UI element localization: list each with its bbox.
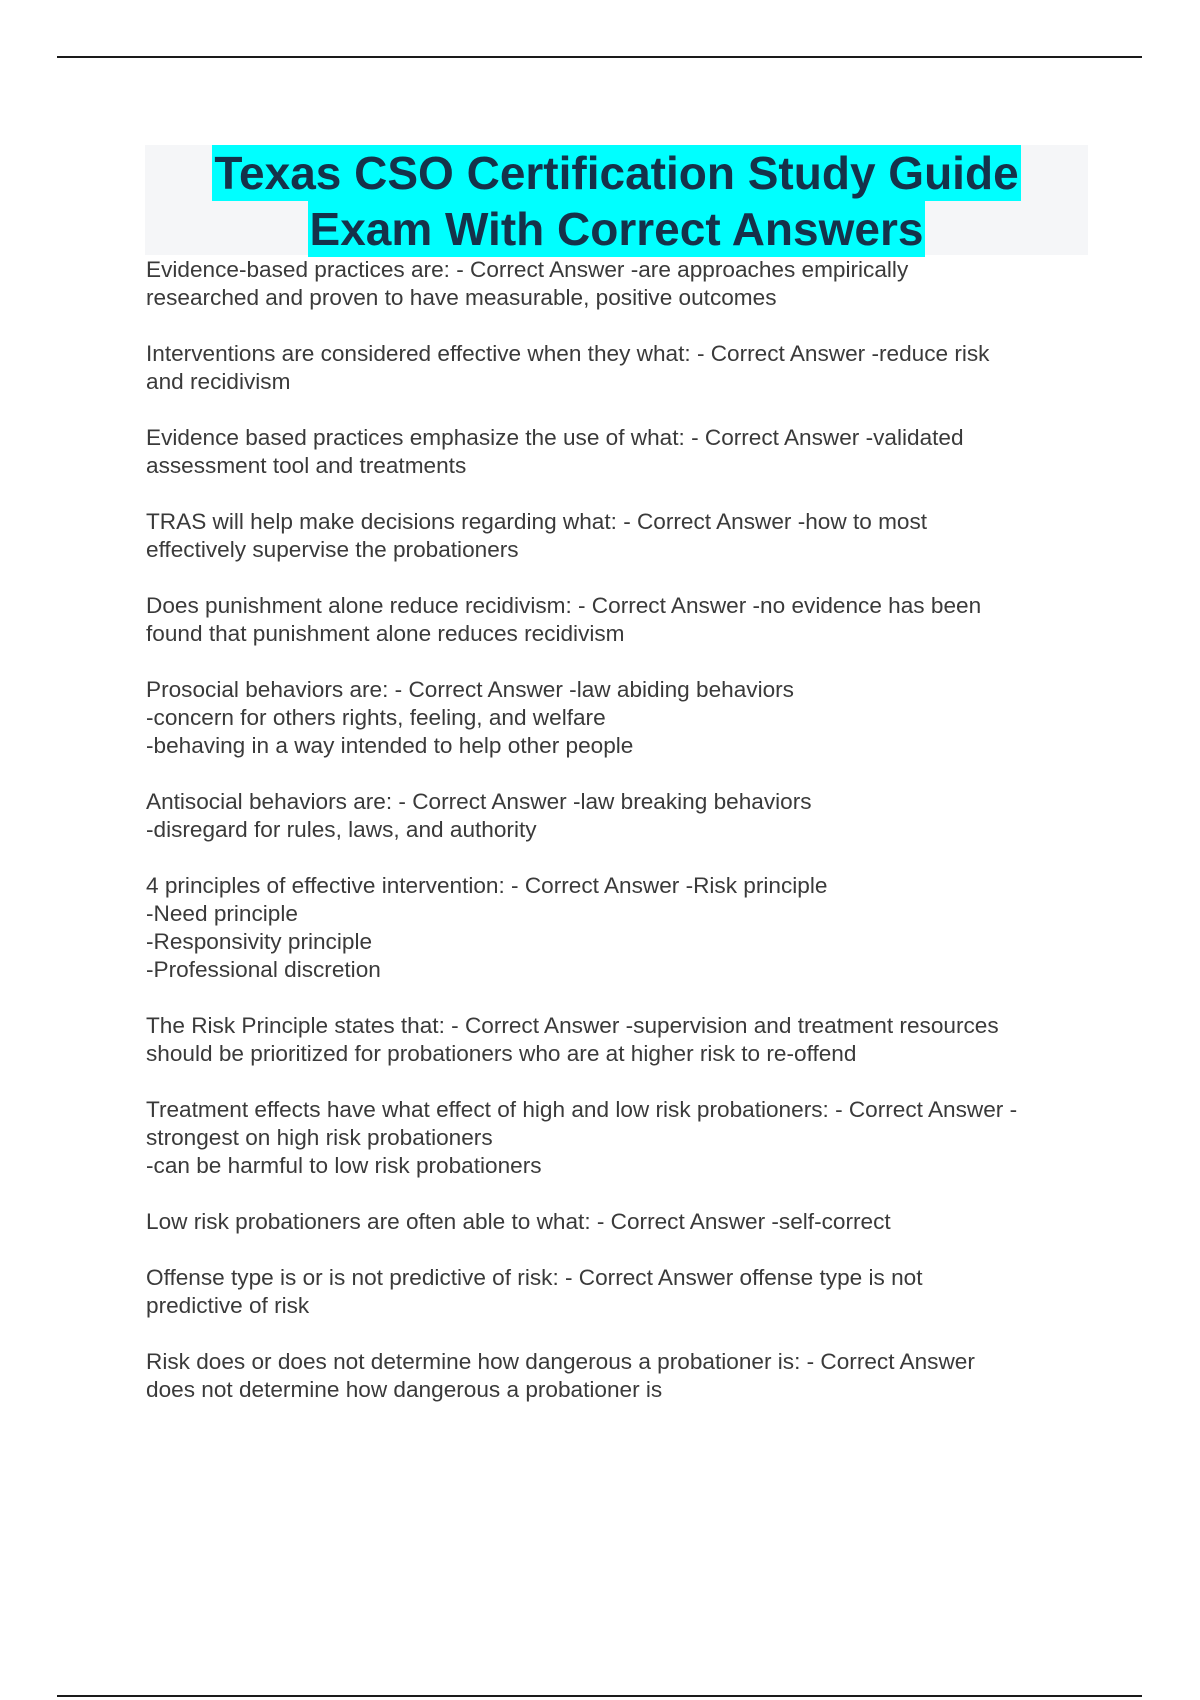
qa-item: The Risk Principle states that: - Correct Answer -supervision and treatment resources should be prioritized for probationers who are at higher risk to re-offend bbox=[146, 1013, 999, 1066]
top-divider bbox=[57, 56, 1142, 58]
qa-item: Evidence-based practices are: - Correct Answer -are approaches empirically researched and proven to have measurable, positive outcomes bbox=[146, 257, 909, 310]
qa-item: Does punishment alone reduce recidivism: - Correct Answer -no evidence has been found that punishment alone reduces recidivism bbox=[146, 593, 982, 646]
qa-item: Antisocial behaviors are: - Correct Answer -law breaking behaviors -disregard for rules, laws, and authority bbox=[146, 789, 812, 842]
qa-item: Risk does or does not determine how dangerous a probationer is: - Correct Answer does not determine how dangerous a probationer is bbox=[146, 1349, 975, 1402]
title-line-2: Exam With Correct Answers bbox=[309, 203, 924, 255]
qa-item: Prosocial behaviors are: - Correct Answer -law abiding behaviors -concern for others rights, feeling, and welfare -behaving in a way intended to help other people bbox=[146, 677, 794, 758]
qa-list bbox=[146, 256, 1091, 1432]
qa-item: Evidence based practices emphasize the use of what: - Correct Answer -validated assessment tool and treatments bbox=[146, 425, 964, 478]
document-title bbox=[145, 145, 1088, 255]
qa-item: Low risk probationers are often able to what: - Correct Answer -self-correct bbox=[146, 1209, 891, 1234]
qa-item: TRAS will help make decisions regarding what: - Correct Answer -how to most effectively supervise the probationers bbox=[146, 509, 928, 562]
qa-item: Interventions are considered effective when they what: - Correct Answer -reduce risk and recidivism bbox=[146, 341, 990, 394]
bottom-divider bbox=[57, 1695, 1142, 1697]
qa-item: 4 principles of effective intervention: - Correct Answer -Risk principle -Need principle -Responsivity principle -Professional discretion bbox=[146, 873, 828, 982]
qa-item: Offense type is or is not predictive of risk: - Correct Answer offense type is not predictive of risk bbox=[146, 1265, 923, 1318]
qa-item: Treatment effects have what effect of high and low risk probationers: - Correct Answer - strongest on high risk probationers -can be harmful to low risk probationers bbox=[146, 1097, 1018, 1178]
title-line-1: Texas CSO Certification Study Guide bbox=[214, 147, 1019, 199]
